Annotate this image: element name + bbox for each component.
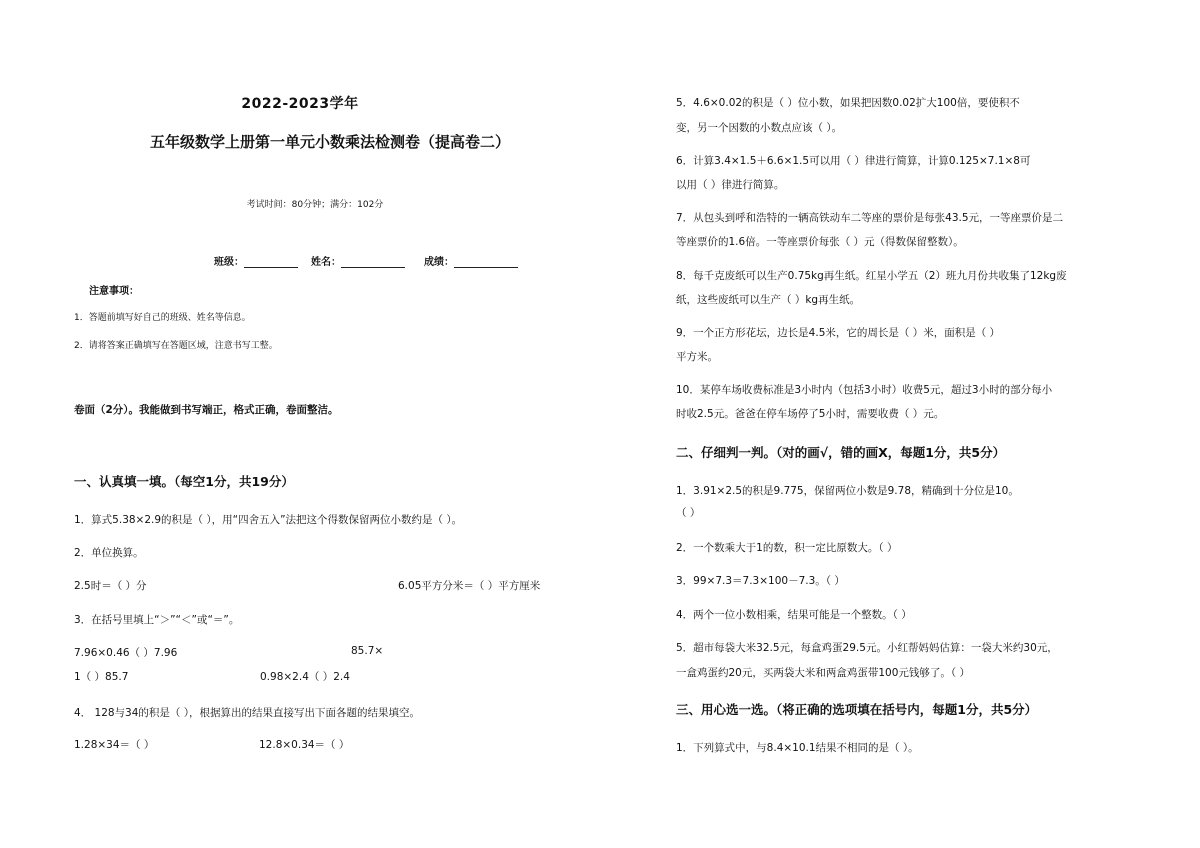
section2-title: 二、仔细判一判。（对的画√，错的画X，每题1分，共5分） [676,445,1006,460]
name-label: 姓名： [311,257,341,268]
judge-3: 3．99×7.3＝7.3×100－7.3。（ ） [676,575,845,587]
score-field [424,253,518,268]
notice-item-2: 2．请将答案正确填写在答题区域，注意书写工整。 [74,341,278,351]
question-1: 1．算式5.38×2.9的积是（ ），用“四舍五入”法把这个得数保留两位小数约是（ ）。 [74,514,463,526]
judge-4: 4．两个一位小数相乘，结果可能是一个整数。（ ） [676,609,912,621]
question-8-line2: 纸，这些废纸可以生产（ ）kg再生纸。 [676,294,861,306]
question-4-a: 1.28×34＝（ ） [74,739,155,751]
exam-year-title: 2022-2023学年 [241,96,359,112]
judge-5-line1: 5．超市每袋大米32.5元，每盒鸡蛋29.5元。小红帮妈妈估算：一袋大米约30元， [676,642,1058,654]
section3-title: 三、用心选一选。（将正确的选项填在括号内，每题1分，共5分） [676,702,1038,717]
question-6-line1: 6．计算3.4×1.5＋6.6×1.5可以用（ ）律进行简算，计算0.125×7.1×8可 [676,155,1031,167]
notice-item-1: 1．答题前填写好自己的班级、姓名等信息。 [74,313,251,323]
question-3-a: 7.96×0.46（ ）7.96 [74,647,178,659]
question-8-line1: 8．每千克废纸可以生产0.75kg再生纸。红星小学五（2）班九月份共收集了12kg废 [676,270,1067,282]
choice-1: 1．下列算式中，与8.4×10.1结果不相同的是（ ）。 [676,742,919,754]
question-6-line2: 以用（ ）律进行简算。 [676,179,785,191]
question-9-line2: 平方米。 [676,351,718,363]
name-blank[interactable] [341,256,405,268]
notice-title: 注意事项： [89,286,139,297]
question-2-a: 2.5时＝（ ）分 [74,580,147,592]
question-5-line2: 变，另一个因数的小数点应该（ ）。 [676,122,843,134]
question-5-line1: 5．4.6×0.02的积是（ ）位小数，如果把因数0.02扩大100倍，要使积不 [676,97,1020,109]
question-10-line1: 10．某停车场收费标准是3小时内（包括3小时）收费5元，超过3小时的部分每小 [676,384,1053,396]
question-4: 4． 128与34的积是（ ），根据算出的结果直接写出下面各题的结果填空。 [74,707,421,719]
question-10-line2: 时收2.5元。爸爸在停车场停了5小时，需要收费（ ）元。 [676,408,945,420]
question-7-line1: 7．从包头到呼和浩特的一辆高铁动车二等座的票价是每张43.5元，一等座票价是二 [676,212,1064,224]
judge-1-line1: 1．3.91×2.5的积是9.775，保留两位小数是9.78，精确到十分位是10。 [676,485,1019,497]
question-3-c: 1（ ）85.7 [74,671,129,683]
question-3-b: 85.7× [351,645,384,657]
class-label: 班级： [214,257,244,268]
score-label: 成绩： [424,257,454,268]
section1-title: 一、认真填一填。（每空1分，共19分） [74,474,294,489]
judge-1-line2: （ ） [676,507,701,519]
question-2: 2．单位换算。 [74,547,144,559]
judge-2: 2．一个数乘大于1的数，积一定比原数大。（ ） [676,542,898,554]
score-blank[interactable] [454,256,518,268]
exam-title: 五年级数学上册第一单元小数乘法检测卷（提高卷二） [149,133,510,151]
class-field [214,253,298,268]
neatness-note: 卷面（2分）。我能做到书写端正，格式正确，卷面整洁。 [74,404,339,416]
question-7-line2: 等座票价的1.6倍。一等座票价每张（ ）元（得数保留整数）。 [676,236,964,248]
judge-5-line2: 一盒鸡蛋约20元，买两袋大米和两盒鸡蛋带100元钱够了。（ ） [676,667,970,679]
question-3-d: 0.98×2.4（ ）2.4 [260,671,350,683]
question-2-b: 6.05平方分米＝（ ）平方厘米 [398,580,541,592]
question-3: 3．在括号里填上“＞”“＜”或“＝”。 [74,614,240,626]
exam-info: 考试时间：80分钟；满分：102分 [246,200,384,210]
name-field [311,253,405,268]
question-9-line1: 9．一个正方形花坛，边长是4.5米，它的周长是（ ）米，面积是（ ） [676,327,1001,339]
question-4-b: 12.8×0.34＝（ ） [259,739,350,751]
class-blank[interactable] [244,256,298,268]
